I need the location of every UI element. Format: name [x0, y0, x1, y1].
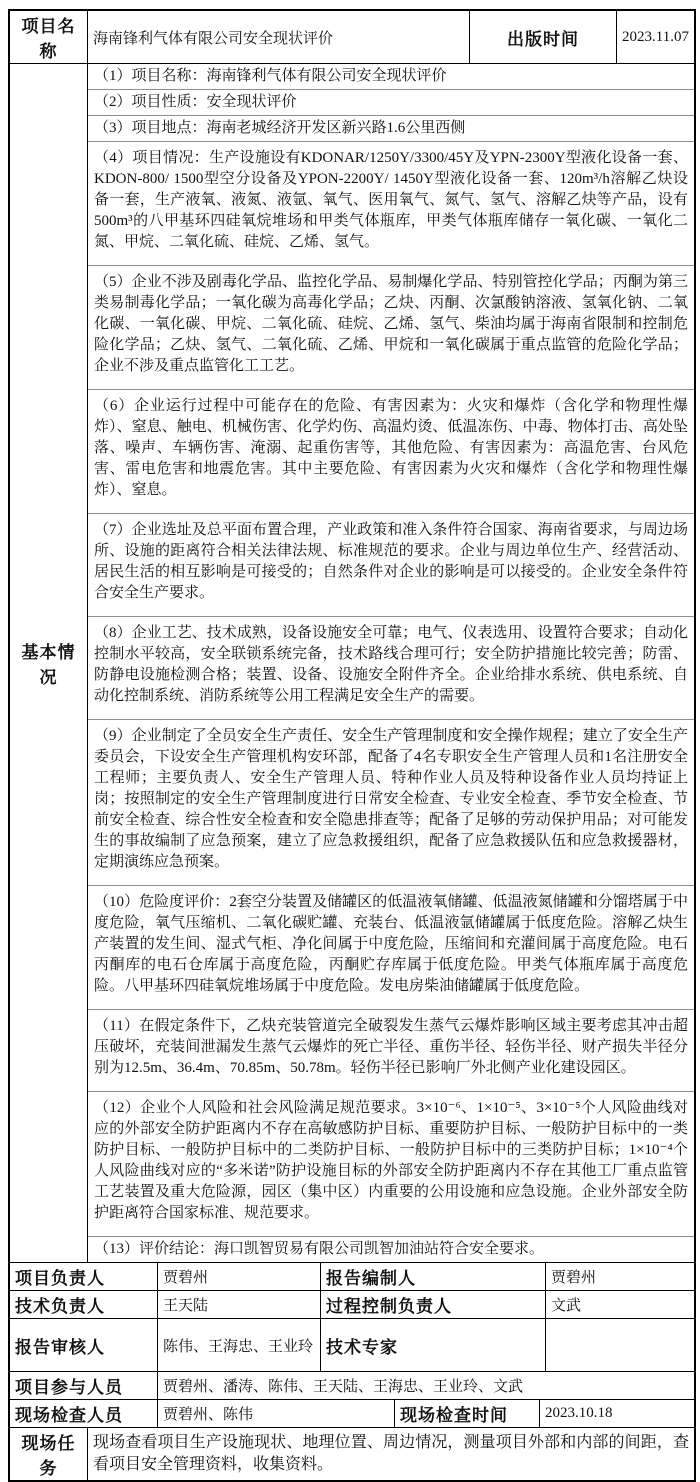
- basic-item-5: （5）企业不涉及剧毒化学品、监控化学品、易制爆化学品、特别管控化学品；丙酮为第三类易制毒化学品；一氧化碳为高毒化学品；乙炔、丙酮、次氯酸钠溶液、氢氧化钠、二氧化碳、一氧化碳、甲烷、二氧化硫、硅烷、乙烯、氢气、柴油均属于海南省限制和控制危险化学品；乙炔、氢气、二氧化硫、乙烯、甲烷和一氧化碳属于重点监管的危险化学品；企业不涉及重点监管化工工艺。: [88, 266, 694, 390]
- project-leader-label: 项目负责人: [15, 1269, 105, 1288]
- report-author-label: 报告编制人: [320, 1263, 545, 1290]
- technical-leader-value: 王天陆: [157, 1291, 320, 1318]
- inspection-time-label: 现场检查时间: [394, 1400, 539, 1427]
- technical-leader-label: 技术负责人: [15, 1297, 105, 1316]
- site-inspectors-label: 现场检查人员: [15, 1406, 123, 1425]
- report-reviewer-row: [10, 1318, 694, 1371]
- basic-item-4: （4）项目情况：生产设施设有KDONAR/1250Y/3300/45Y及YPN-2300Y型液化设备一套、KDON-800/ 1500型空分设备及YPON-2200Y/ 1450Y型液化设备一套、120m³/h溶解乙炔设备一套，生产液氧、液氮、液氩、氧气、医用氧气、氮气、氢气、溶解乙炔等产品，设有500m³的八甲基环四硅氧烷堆场和甲类气体瓶库，甲类气体瓶库储存一氧化碳、一氧化二氮、甲烷、二氧化硫、硅烷、乙烯、氢气。: [88, 142, 694, 266]
- basic-item-8: （8）企业工艺、技术成熟，设备设施安全可靠；电气、仪表选用、设置符合要求；自动化控制水平较高，安全联锁系统完备，技术路线合理可行；安全防护措施比较完善；防雷、防静电设施检测合格；装置、设备、设施安全附件齐全。企业给排水系统、供电系统、自动化控制系统、消防系统等公用工程满足安全生产的需要。: [88, 617, 694, 720]
- participants-label: 项目参与人员: [15, 1378, 123, 1397]
- process-control-label: 过程控制负责人: [320, 1291, 545, 1318]
- report-reviewer-label: 报告审核人: [15, 1337, 105, 1357]
- project-name-label: 项目名称: [21, 17, 76, 61]
- technical-leader-row: [10, 1290, 694, 1318]
- basic-situation-label: 基本情况: [21, 643, 76, 687]
- technical-expert-label: 技术专家: [320, 1319, 545, 1371]
- inspection-time-value: 2023.10.18: [539, 1400, 694, 1427]
- participants-value: 贾碧州、潘涛、陈伟、王天陆、王海忠、王业玲、文武: [157, 1372, 694, 1399]
- basic-item-12: （12）企业个人风险和社会风险满足规范要求。3×10⁻⁶、1×10⁻⁵、3×10⁻⁵个人风险曲线对应的外部安全防护距离内不存在高敏感防护目标、重要防护目标、一般防护目标中的一类防护目标、一般防护目标中的二类防护目标、一般防护目标中的三类防护目标；1×10⁻⁴个人风险曲线对应的“多米诺”防护设施目标的外部安全防护距离内不存在其他工厂重点监管工艺装置及重大危险源，园区（集中区）内重要的公用设施和应急设施。企业外部安全防护距离符合国家标准、规范要求。: [88, 1092, 694, 1237]
- basic-situation-content: [87, 64, 694, 1262]
- participants-row: [10, 1371, 694, 1399]
- site-task-value: 现场查看项目生产设施现状、地理位置、周边情况，测量项目外部和内部的间距，查看项目安全管理资料，收集资料。: [93, 1434, 689, 1473]
- basic-item-6: （6）企业运行过程中可能存在的危险、有害因素为：火灾和爆炸（含化学和物理性爆炸）、窒息、触电、机械伤害、化学灼伤、高温灼烫、低温冻伤、中毒、物体打击、高处坠落、噪声、车辆伤害、淹溺、起重伤害等，其他危险、有害因素为：高温危害、台风危害、雷电危害和地震危害。其中主要危险、有害因素为火灾和爆炸（含化学和物理性爆炸）、窒息。: [88, 390, 694, 514]
- basic-item-7: （7）企业选址及总平面布置合理，产业政策和准入条件符合国家、海南省要求，与周边场所、设施的距离符合相关法律法规、标准规范的要求。企业与周边单位生产、经营活动、居民生活的相互影响是可接受的；自然条件对企业的影响是可以接受的。企业安全条件符合安全生产要求。: [88, 514, 694, 617]
- header-row: [10, 11, 694, 63]
- basic-situation-row: [10, 63, 694, 1262]
- basic-item-13: （13）评价结论：海口凯智贸易有限公司凯智加油站符合安全要求。: [94, 1241, 545, 1257]
- safety-evaluation-table: [8, 9, 696, 1482]
- basic-item-3: （3）项目地点：海南老城经济开发区新兴路1.6公里西侧: [88, 116, 694, 142]
- site-inspection-row: [10, 1399, 694, 1427]
- report-reviewer-value: 陈伟、王海忠、王业玲: [157, 1319, 320, 1371]
- publish-date: 2023.11.07: [616, 11, 694, 63]
- site-task-label: 现场任务: [21, 1434, 76, 1478]
- basic-item-9: （9）企业制定了全员安全生产责任、安全生产管理制度和安全操作规程；建立了安全生产委员会，下设安全生产管理机构安环部，配备了4名专职安全生产管理人员和1名注册安全工程师；主要负责人、安全生产管理人员、特种作业人员及特种设备作业人员均持证上岗；按照制定的安全生产管理制度进行日常安全检查、专业安全检查、季节安全检查、节前安全检查、综合性安全检查和安全隐患排查等；配备了足够的劳动保护用品；对可能发生的事故编制了应急预案，建立了应急救援组织，配备了应急救援队伍和应急救援器材，定期演练应急预案。: [88, 720, 694, 886]
- project-title: 海南锋利气体有限公司安全现状评价: [87, 11, 469, 63]
- site-inspectors-value: 贾碧州、陈伟: [157, 1400, 394, 1427]
- basic-item-11: （11）在假定条件下，乙炔充装管道完全破裂发生蒸气云爆炸影响区域主要考虑其冲击超压破坏，充装间泄漏发生蒸气云爆炸的死亡半径、重伤半径、轻伤半径、财产损失半径分别为12.5m、36.4m、70.85m、50.78m。轻伤半径已影响厂外北侧产业化建设园区。: [88, 1010, 694, 1092]
- site-task-value-cell: [87, 1428, 694, 1480]
- technical-expert-value: [545, 1319, 694, 1371]
- process-control-value: 文武: [545, 1291, 694, 1318]
- publish-time-label: 出版时间: [469, 11, 616, 63]
- report-author-value: 贾碧州: [545, 1263, 694, 1290]
- project-leader-value: 贾碧州: [157, 1263, 320, 1290]
- project-leader-row: [10, 1262, 694, 1290]
- basic-item-2: （2）项目性质：安全现状评价: [88, 90, 694, 116]
- basic-item-1: （1）项目名称：海南锋利气体有限公司安全现状评价: [88, 64, 694, 90]
- site-task-row: [10, 1427, 694, 1480]
- basic-item-10: （10）危险度评价：2套空分装置及储罐区的低温液氧储罐、低温液氮储罐和分馏塔属于中度危险，氧气压缩机、二氧化碳贮罐、充装台、低温液氩储罐属于低度危险。溶解乙炔生产装置的发生间、湿式气柜、净化间属于中度危险，压缩间和充灌间属于高度危险。电石丙酮库的电石仓库属于高度危险，丙酮贮存库属于低度危险。甲类气体瓶库属于高度危险。八甲基环四硅氧烷堆场属于中度危险。发电房柴油储罐属于低度危险。: [88, 886, 694, 1010]
